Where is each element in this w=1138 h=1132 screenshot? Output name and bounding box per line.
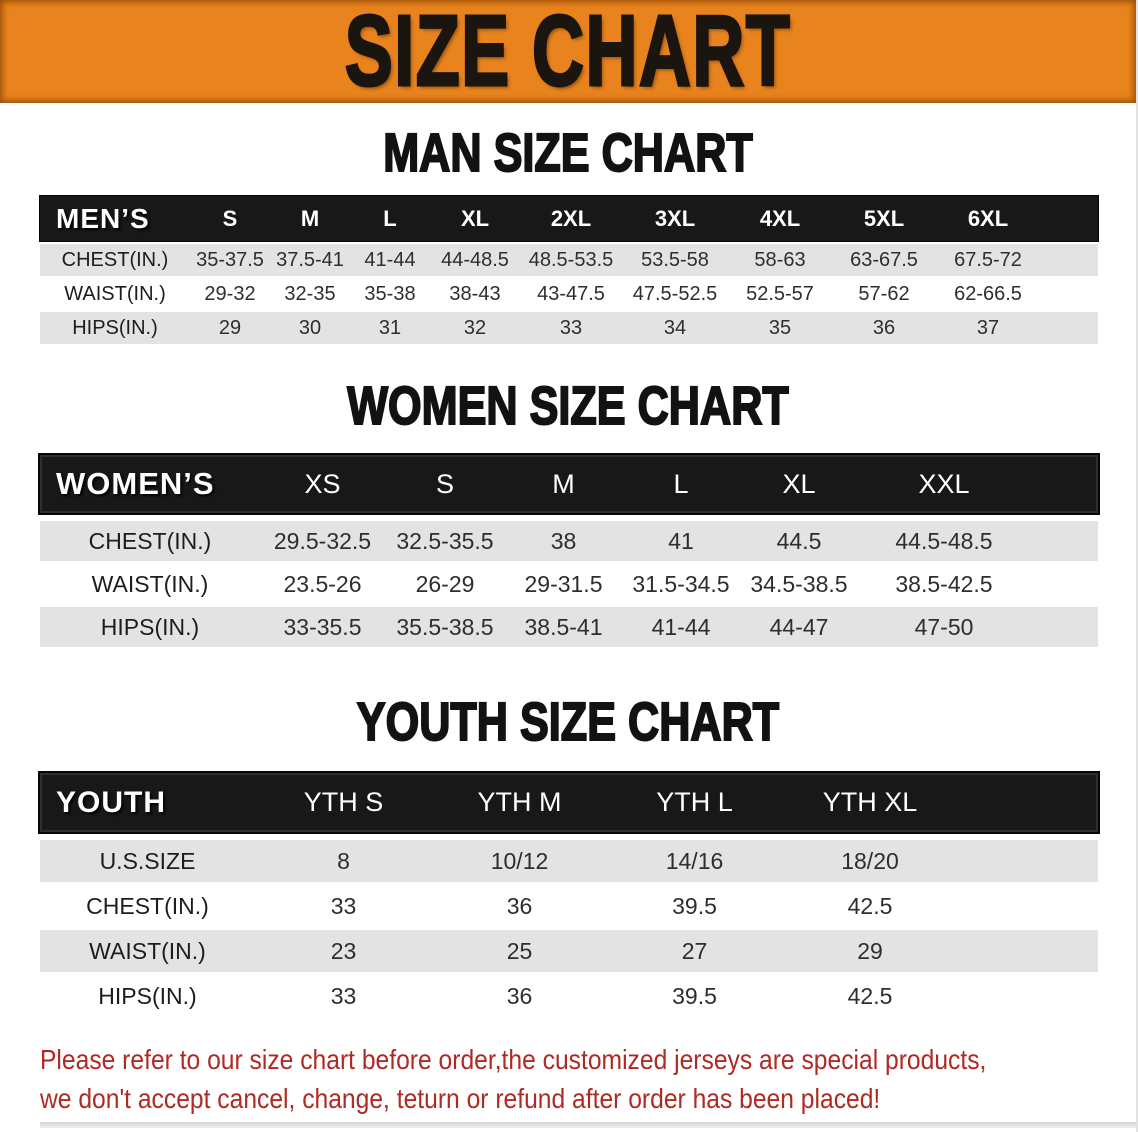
size-column-header: 5XL (863, 205, 905, 231)
size-column-header: L (673, 468, 689, 499)
size-column-header: XS (304, 468, 341, 499)
youth-table-header (40, 773, 1098, 832)
women-heading: WOMEN SIZE CHART (347, 376, 789, 436)
size-cell: 37 (976, 316, 1000, 339)
size-column-header: 4XL (759, 205, 801, 231)
men-table (40, 196, 1098, 344)
size-cell: 8 (337, 847, 350, 874)
size-cell: 48.5-53.5 (528, 248, 614, 271)
size-column-header: 6XL (967, 205, 1009, 231)
youth-group-label: YOUTH (56, 785, 166, 819)
size-cell: 33 (330, 982, 357, 1009)
size-column-header: XL (782, 468, 816, 499)
banner (0, 0, 1136, 107)
size-cell: 44-48.5 (441, 248, 509, 271)
men-chest-row (40, 244, 1098, 276)
size-cell: 36 (872, 316, 896, 339)
size-cell: 35 (768, 316, 792, 339)
row-label: HIPS(IN.) (98, 982, 197, 1009)
size-cell: 29-31.5 (524, 570, 603, 597)
size-cell: 39.5 (672, 892, 717, 919)
size-cell: 32.5-35.5 (396, 527, 494, 554)
bottom-edge-shadow (40, 1122, 1136, 1128)
size-column-header: XXL (918, 468, 970, 499)
size-cell: 38 (550, 527, 577, 554)
size-cell: 33 (330, 892, 357, 919)
size-cell: 32 (463, 316, 487, 339)
size-cell: 35-38 (364, 282, 416, 305)
size-cell: 44-47 (769, 613, 829, 640)
size-cell: 44.5 (776, 527, 822, 554)
size-cell: 62-66.5 (954, 282, 1022, 305)
men-heading: MAN SIZE CHART (383, 123, 753, 183)
women-table-header (40, 455, 1098, 513)
size-cell: 35-37.5 (196, 248, 264, 271)
size-cell: 33 (559, 316, 583, 339)
size-cell: 57-62 (858, 282, 910, 305)
size-cell: 43-47.5 (537, 282, 605, 305)
size-cell: 23.5-26 (283, 570, 362, 597)
size-cell: 29-32 (204, 282, 256, 305)
size-cell: 63-67.5 (850, 248, 918, 271)
disclaimer-line-1: Please refer to our size chart before order,the customized jerseys are special products, (40, 1044, 987, 1075)
size-cell: 58-63 (754, 248, 806, 271)
size-cell: 47.5-52.5 (632, 282, 718, 305)
size-cell: 42.5 (847, 982, 893, 1009)
men-waist-row (40, 278, 1098, 310)
size-column-header: M (300, 205, 320, 231)
men-group-label: MEN’S (56, 202, 150, 234)
size-cell: 44.5-48.5 (895, 527, 993, 554)
size-cell: 38-43 (449, 282, 501, 305)
section-women (0, 376, 1136, 647)
size-column-header: XL (460, 205, 490, 231)
youth-chest-row (40, 885, 1098, 927)
size-cell: 10/12 (490, 847, 549, 874)
size-cell: 67.5-72 (954, 248, 1022, 271)
women-hips-row (40, 607, 1098, 647)
section-men (0, 123, 1136, 344)
size-column-header: M (552, 468, 575, 499)
size-cell: 39.5 (672, 982, 717, 1009)
women-chest-row (40, 521, 1098, 561)
size-cell: 29 (857, 937, 883, 964)
size-cell: 14/16 (665, 847, 724, 874)
section-youth (0, 692, 1136, 1017)
size-column-header: 2XL (550, 205, 592, 231)
size-cell: 18/20 (841, 847, 899, 874)
youth-heading: YOUTH SIZE CHART (356, 692, 780, 752)
size-cell: 30 (298, 316, 322, 339)
size-cell: 27 (681, 937, 708, 964)
size-cell: 41 (668, 527, 694, 554)
size-cell: 37.5-41 (276, 248, 344, 271)
size-cell: 34 (663, 316, 687, 339)
youth-table (40, 773, 1098, 1017)
size-cell: 53.5-58 (641, 248, 709, 271)
size-cell: 34.5-38.5 (750, 570, 848, 597)
size-cell: 38.5-42.5 (895, 570, 993, 597)
men-table-header (40, 196, 1098, 241)
size-cell: 36 (506, 892, 533, 919)
row-label: CHEST(IN.) (61, 248, 169, 271)
row-label: CHEST(IN.) (86, 892, 209, 919)
women-group-label: WOMEN’S (56, 466, 215, 501)
row-label: HIPS(IN.) (100, 613, 200, 640)
size-cell: 31 (378, 316, 402, 339)
size-cell: 38.5-41 (524, 613, 603, 640)
disclaimer-text (40, 1040, 1004, 1118)
disclaimer-line-2: we don't accept cancel, change, teturn or refund after order has been placed! (40, 1083, 881, 1114)
youth-waist-row (40, 930, 1098, 972)
size-cell: 41-44 (651, 613, 711, 640)
banner-title: SIZE CHART (344, 0, 792, 107)
row-label: CHEST(IN.) (88, 527, 212, 554)
size-column-header: S (222, 205, 238, 231)
size-cell: 42.5 (847, 892, 893, 919)
size-cell: 29.5-32.5 (273, 527, 372, 554)
size-cell: 25 (506, 937, 533, 964)
size-cell: 32-35 (284, 282, 336, 305)
row-label: HIPS(IN.) (72, 316, 158, 339)
size-cell: 36 (506, 982, 533, 1009)
women-table (40, 455, 1098, 647)
youth-hips-row (40, 975, 1098, 1017)
row-label: U.S.SIZE (99, 847, 196, 874)
row-label: WAIST(IN.) (91, 570, 209, 597)
men-hips-row (40, 312, 1098, 344)
size-cell: 23 (330, 937, 357, 964)
size-column-header: YTH XL (822, 787, 918, 817)
size-cell: 33-35.5 (283, 613, 362, 640)
row-label: WAIST(IN.) (64, 282, 166, 305)
size-cell: 26-29 (415, 570, 475, 597)
size-cell: 41-44 (364, 248, 416, 271)
size-cell: 47-50 (914, 613, 974, 640)
size-column-header: YTH L (656, 787, 733, 817)
size-column-header: YTH S (303, 787, 384, 817)
size-cell: 52.5-57 (746, 282, 814, 305)
size-cell: 29 (218, 316, 242, 339)
row-label: WAIST(IN.) (89, 937, 206, 964)
size-column-header: YTH M (477, 787, 562, 817)
size-column-header: L (383, 205, 397, 231)
size-cell: 31.5-34.5 (632, 570, 730, 597)
size-column-header: S (435, 468, 454, 499)
size-cell: 35.5-38.5 (396, 613, 494, 640)
youth-ussize-row (40, 840, 1098, 882)
size-column-header: 3XL (654, 205, 696, 231)
women-waist-row (40, 564, 1098, 604)
